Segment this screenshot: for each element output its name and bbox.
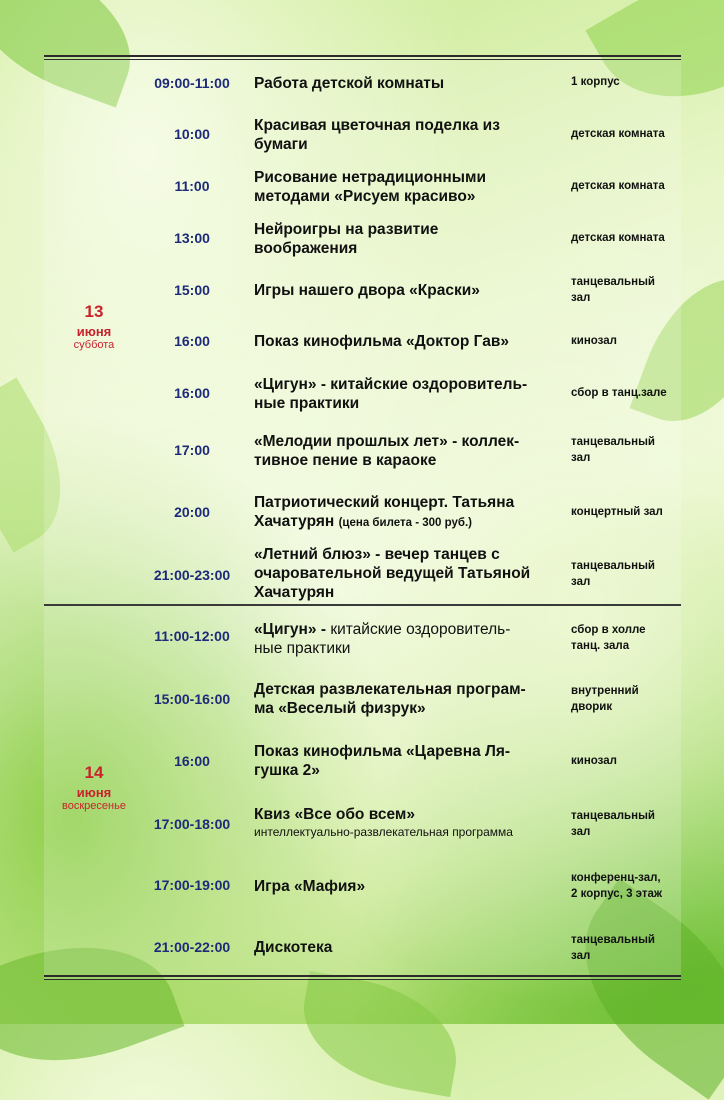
event-time: 17:00-19:00 xyxy=(153,877,231,893)
event-time: 17:00-18:00 xyxy=(153,816,231,832)
event-time: 16:00 xyxy=(174,385,210,401)
event-place: сбор в танц.зале xyxy=(571,387,667,399)
event-title: Детская развлекательная програм- ма «Веселый физрук» xyxy=(254,681,526,717)
event-title: Показ кинофильма «Доктор Гав» xyxy=(254,333,510,350)
event-place: сбор в холле танц. зала xyxy=(571,624,646,652)
event-title: Показ кинофильма «Царевна Ля- гушка 2» xyxy=(254,743,511,779)
event-title: Нейроигры на развитие воображения xyxy=(254,221,439,257)
event-title: Красивая цветочная поделка из бумаги xyxy=(254,117,500,153)
event-time: 21:00-23:00 xyxy=(153,567,231,583)
event-place: концертный зал xyxy=(571,506,663,518)
event-title: Патриотический концерт. Татьяна Хачатурян (цена билета - 300 руб.) xyxy=(254,494,515,530)
event-place: кинозал xyxy=(571,755,617,767)
event-title: «Мелодии прошлых лет» - коллек- тивное пение в караоке xyxy=(254,433,520,469)
event-time: 11:00-12:00 xyxy=(154,628,230,644)
event-title: Игра «Мафия» xyxy=(254,878,366,895)
event-time: 21:00-22:00 xyxy=(153,939,231,955)
event-title: Квиз «Все обо всем» интеллектуально-развлекательная программа xyxy=(254,806,513,839)
event-time: 13:00 xyxy=(174,230,210,246)
decor-leaf xyxy=(293,971,468,1097)
event-title: «Летний блюз» - вечер танцев с очаровательной ведущей Татьяной Хачатурян xyxy=(254,546,531,601)
bottom-rule xyxy=(44,975,681,977)
day-weekday: воскресенье xyxy=(62,800,126,812)
event-place: танцевальный зал xyxy=(571,934,655,962)
event-title: «Цигун» - китайские оздоровитель- ные практики xyxy=(254,376,528,412)
event-time: 16:00 xyxy=(174,753,210,769)
day-number: 13 xyxy=(84,302,104,321)
event-place: детская комната xyxy=(571,128,665,140)
event-place: детская комната xyxy=(571,232,665,244)
event-title: Игры нашего двора «Краски» xyxy=(254,282,480,299)
event-time: 15:00 xyxy=(174,282,210,298)
event-place: 1 корпус xyxy=(571,76,620,88)
event-place: танцевальный зал xyxy=(571,436,655,464)
top-rule xyxy=(44,55,681,57)
event-time: 16:00 xyxy=(174,333,210,349)
event-title: Работа детской комнаты xyxy=(254,75,445,92)
day-label-13 xyxy=(44,302,144,351)
event-title: Рисование нетрадиционными методами «Рисуем красиво» xyxy=(254,169,487,205)
event-place: детская комната xyxy=(571,180,665,192)
bottom-rule-thin xyxy=(44,979,681,980)
event-place: танцевальный зал xyxy=(571,810,655,838)
event-place: внутренний дворик xyxy=(571,685,639,713)
day-month: июня xyxy=(76,785,112,800)
event-place: танцевальный зал xyxy=(571,560,655,588)
top-rule-thin xyxy=(44,59,681,60)
event-time: 20:00 xyxy=(174,504,210,520)
day-divider xyxy=(44,604,681,606)
event-place: танцевальный зал xyxy=(571,276,655,304)
event-time: 10:00 xyxy=(174,126,210,142)
day-label-14 xyxy=(44,763,144,812)
day-month: июня xyxy=(76,324,112,339)
event-time: 09:00-11:00 xyxy=(154,75,230,91)
event-time: 11:00 xyxy=(174,178,210,194)
event-place: кинозал xyxy=(571,335,617,347)
day-weekday: суббота xyxy=(73,339,115,351)
event-time: 17:00 xyxy=(174,442,210,458)
event-title: «Цигун» - китайские оздоровитель- ные практики xyxy=(254,621,511,657)
event-place: конференц-зал, 2 корпус, 3 этаж xyxy=(571,872,663,900)
event-title: Дискотека xyxy=(254,939,333,956)
day-number: 14 xyxy=(84,763,104,782)
event-time: 15:00-16:00 xyxy=(153,691,231,707)
